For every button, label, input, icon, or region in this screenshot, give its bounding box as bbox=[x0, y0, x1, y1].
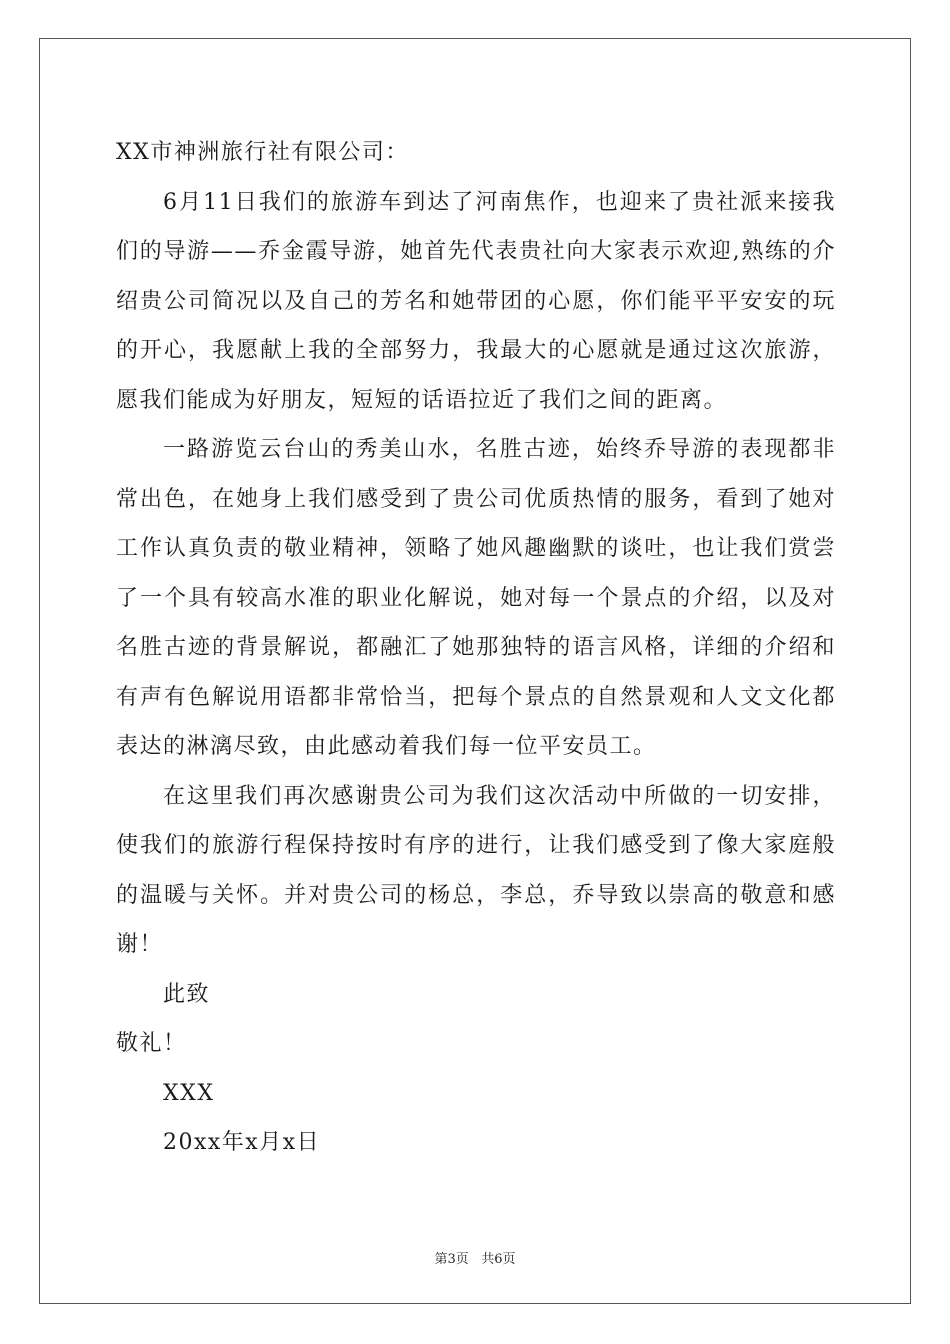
letter-paragraph-3: 在这里我们再次感谢贵公司为我们这次活动中所做的一切安排，使我们的旅游行程保持按时有序的进行，让我们感受到了像大家庭般的温暖与关怀。并对贵公司的杨总，李总，乔导致以崇高的敬意和感谢！ bbox=[116, 783, 836, 957]
letter-body bbox=[116, 128, 836, 1168]
letter-paragraph-1: 6月11日我们的旅游车到达了河南焦作，也迎来了贵社派来接我们的导游——乔金霞导游，她首先代表贵社向大家表示欢迎,熟练的介绍贵公司简况以及自己的芳名和她带团的心愿，你们能平平安安的玩的开心，我愿献上我的全部努力，我最大的心愿就是通过这次旅游，愿我们能成为好朋友，短短的话语拉近了我们之间的距离。 bbox=[116, 189, 836, 413]
letter-salutation: XX市神洲旅行社有限公司： bbox=[116, 140, 409, 165]
letter-paragraph-2: 一路游览云台山的秀美山水，名胜古迹，始终乔导游的表现都非常出色，在她身上我们感受到了贵公司优质热情的服务，看到了她对工作认真负责的敬业精神，领略了她风趣幽默的谈吐，也让我们赏尝了一个具有较高水准的职业化解说，她对每一个景点的介绍，以及对名胜古迹的背景解说，都融汇了她那独特的语言风格，详细的介绍和有声有色解说用语都非常恰当，把每个景点的自然景观和人文文化都表达的淋漓尽致，由此感动着我们每一位平安员工。 bbox=[116, 437, 836, 759]
letter-date: 20xx年x月x日 bbox=[163, 1130, 321, 1155]
page-number-current: 第3页 bbox=[434, 1252, 469, 1267]
letter-closing-cizhi: 此致 bbox=[163, 981, 211, 1007]
letter-signature: XXX bbox=[163, 1080, 215, 1106]
letter-closing-jingli: 敬礼！ bbox=[116, 1031, 187, 1056]
page-footer bbox=[0, 1248, 950, 1267]
page-number-total: 共6页 bbox=[481, 1252, 516, 1267]
